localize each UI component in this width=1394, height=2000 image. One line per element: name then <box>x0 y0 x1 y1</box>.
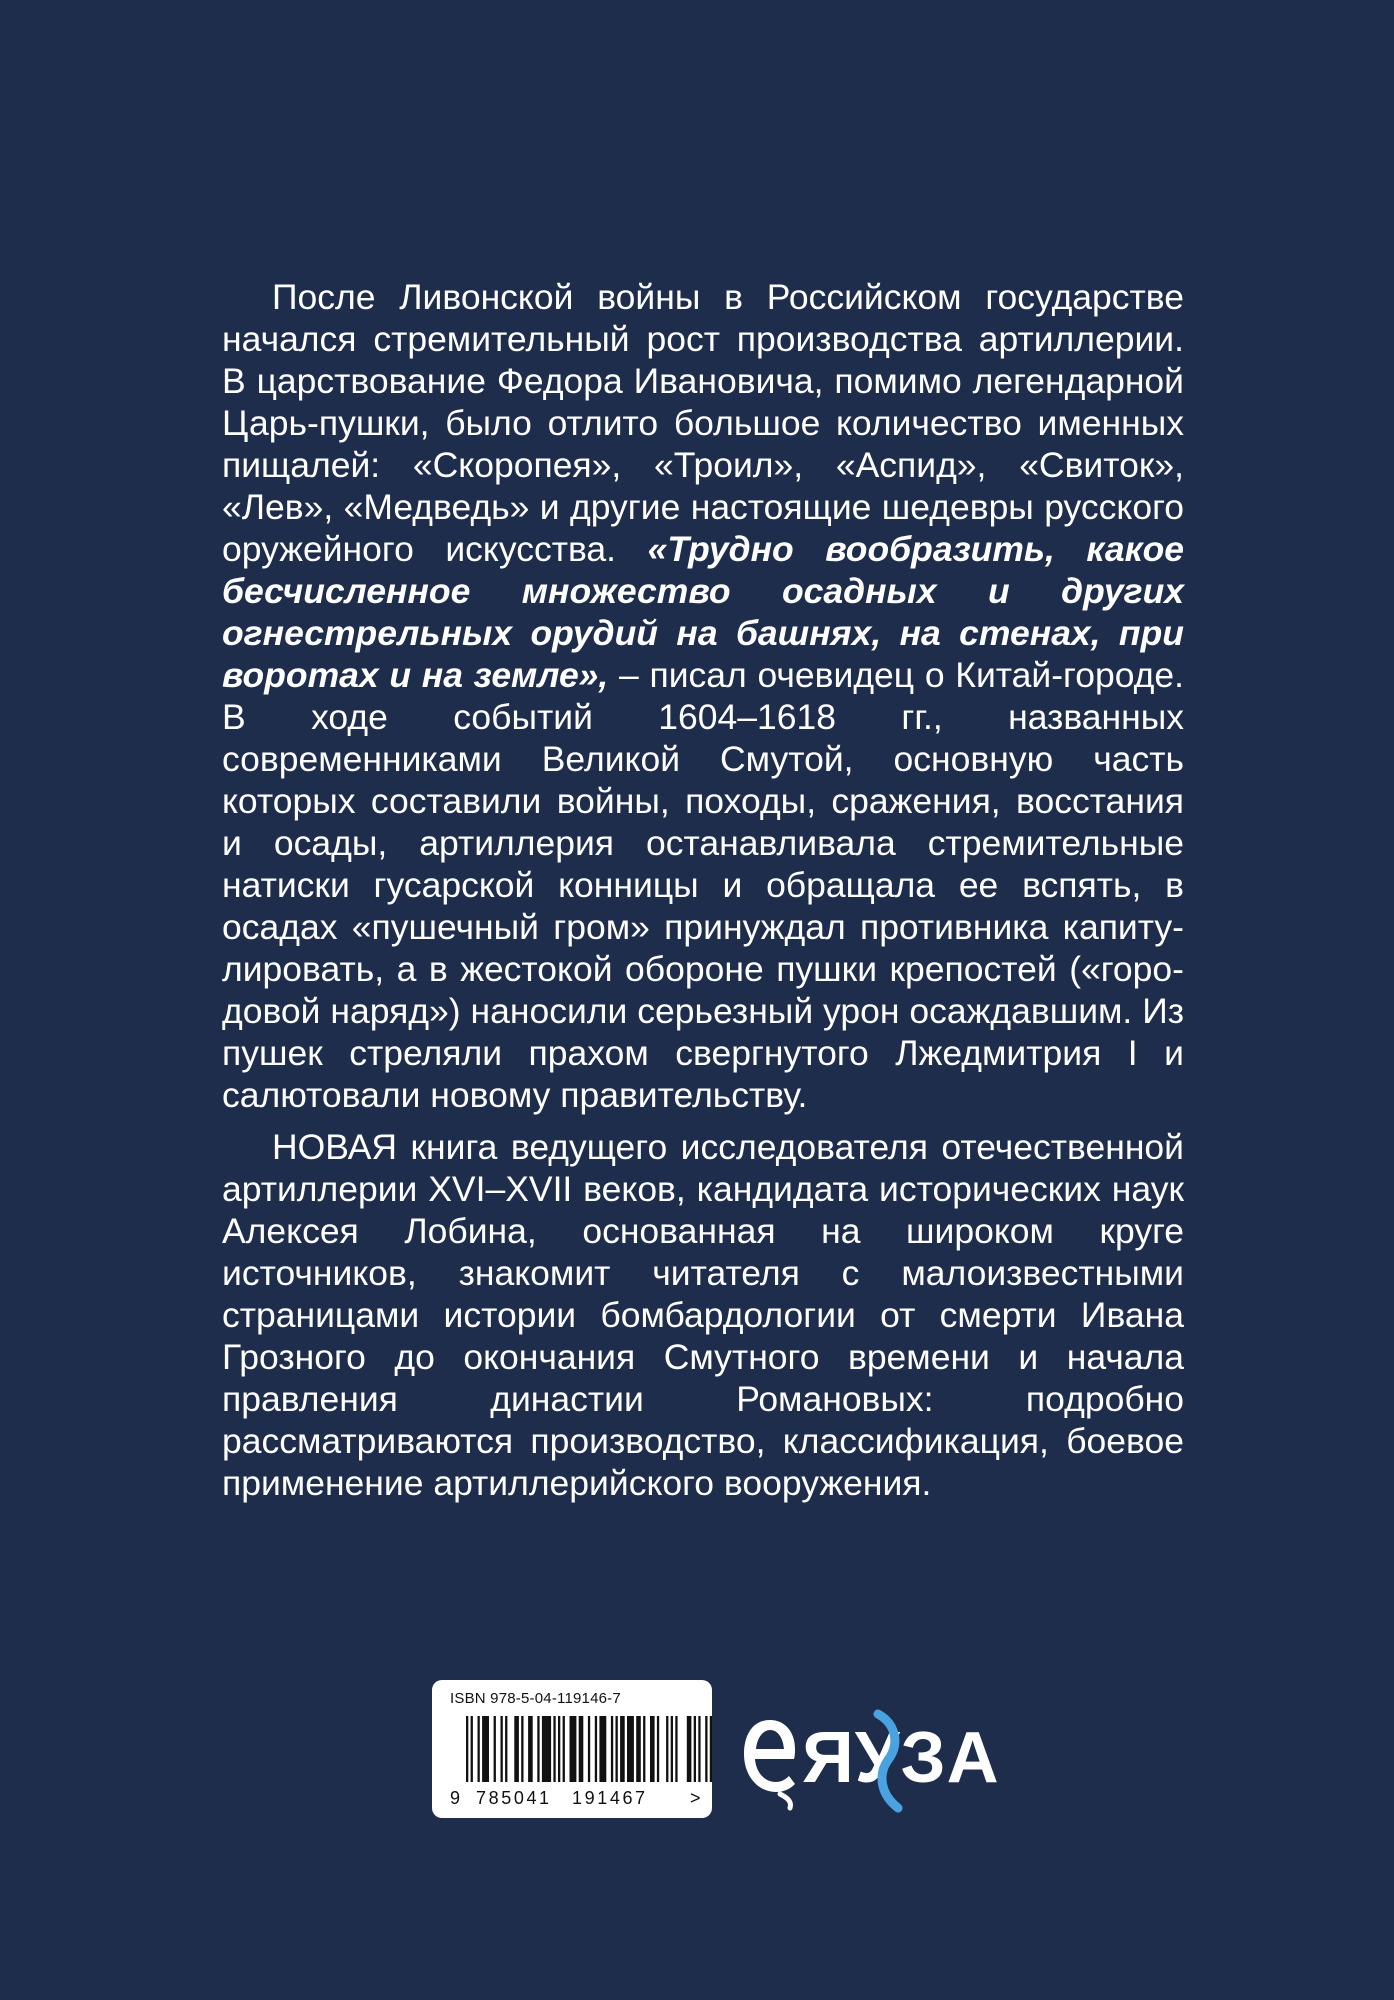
isbn-digits-right: 191467 <box>572 1788 648 1808</box>
annotation-paragraph-2: НОВАЯ книга ведущего исследователя отечественной артиллерии XVI–XVII веков, кандидата исторических наук Алексея Лобина, основанная на широком круге источников, знакомит читателя с малоизвестными страницами истории бомбардологии от смерти Ивана Грозного до окончания Смутного времени и начала правления династии Романовых: подробно рассматриваются производство, классификация, боевое применение артиллерийского вооружения. <box>222 1127 1184 1503</box>
eyewitness-quote: «Трудно вообразить, какое бесчисленное множество осадных и других огнестрельных орудий на башнях, на стенах, при воротах и на земле», <box>222 529 1184 695</box>
paragraph-1-text: После Ливонской войны в Российском государстве начался стремительный рост производства артиллерии. В царствование Федора Ивановича, помимо легендарной Царь-пушки, было отлито большое количество именных пищалей: «Скоропея», «Троил», «Аспид», «Свиток», «Лев», «Медведь» и другие настоящие шедевры русского оружейного искусства. <box>222 277 1184 569</box>
isbn-digit-first: 9 <box>450 1788 461 1808</box>
isbn-label: ISBN 978-5-04-119146-7 <box>450 1690 621 1707</box>
isbn-quiet-zone-arrow: > <box>690 1788 701 1808</box>
paragraph-1-continuation: – писал очевидец о Китай-городе. В ходе событий 1604–1618 гг., названных современниками Великой Смутой, основную часть которых составили войны, походы, сражения, восстания и осады, артиллерия останавливала стремительные натиски гусарской конницы и обращала ее вспять, в осадах «пушечный гром» принуждал противника капитулировать, а в жестокой обороне пушки крепостей («городовой наряд») наносили серьезный урон осаждавшим. Из пушек стреляли прахом свергнутого Лжедмитрия I и салютовали новому правительству. <box>222 655 1184 1115</box>
back-cover-annotation <box>222 276 1184 1504</box>
isbn-barcode-box <box>432 1680 712 1818</box>
wave-accent-icon <box>870 1704 910 1814</box>
publisher-logo <box>740 1696 1000 1816</box>
isbn-digits-left: 785041 <box>476 1788 552 1808</box>
annotation-paragraph-1 <box>222 276 1184 1116</box>
eksmo-e-logo-icon <box>740 1702 800 1812</box>
publisher-name: ЯУЗА <box>802 1718 1000 1798</box>
